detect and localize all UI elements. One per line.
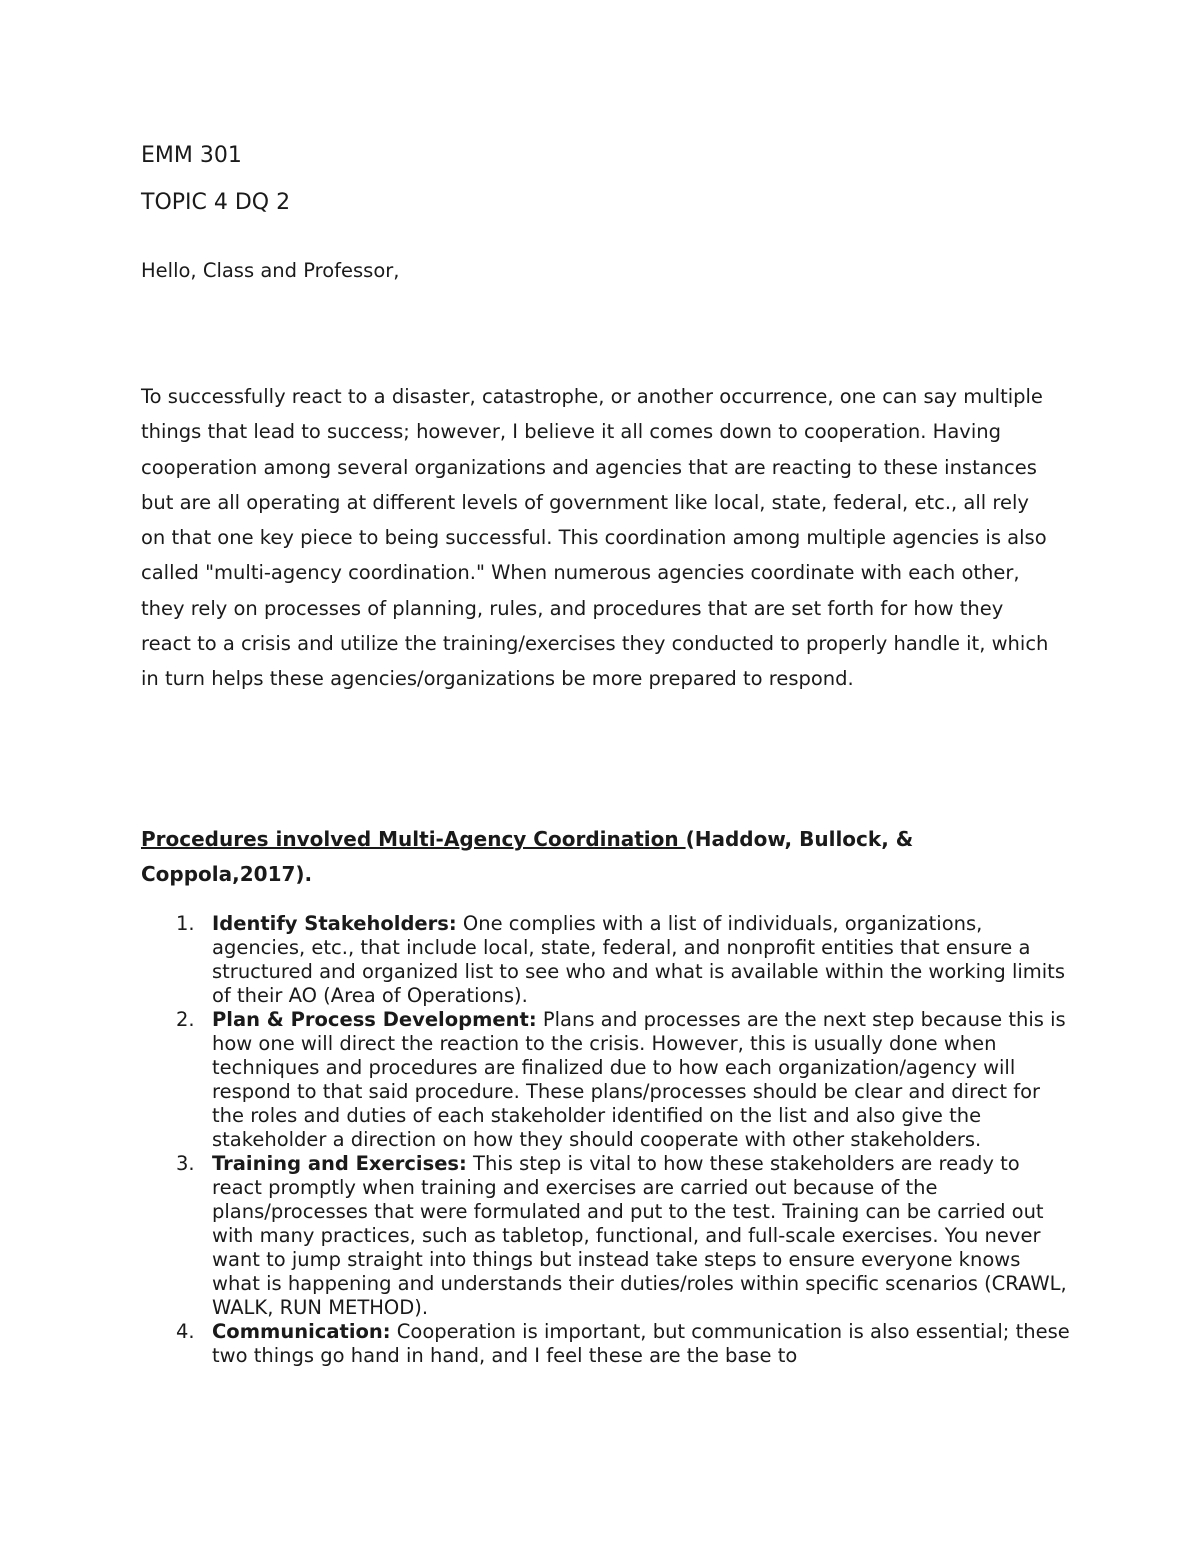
list-item	[141, 1152, 1071, 1320]
procedure-list	[141, 912, 1071, 1368]
list-item	[141, 912, 1071, 1008]
topic-title: TOPIC 4 DQ 2	[141, 190, 291, 215]
section-heading-citation: (Haddow, Bullock, & Coppola,2017).	[141, 827, 914, 886]
list-item-title: Communication:	[212, 1320, 391, 1343]
list-item-number: 2.	[176, 1008, 195, 1031]
list-item-title: Plan & Process Development:	[212, 1008, 537, 1031]
list-item-title: Training and Exercises:	[212, 1152, 467, 1175]
list-item-number: 3.	[176, 1152, 195, 1175]
list-item	[141, 1320, 1071, 1368]
intro-paragraph: To successfully react to a disaster, catastrophe, or another occurrence, one can say multiple things that lead to success; however, I believe it all comes down to cooperation. Having cooperation among several organizations and agencies that are reacting to these instances but are all operating at different levels of government like local, state, federal, etc., all rely on that one key piece to being successful. This coordination among multiple agencies is also called "multi-agency coordination." When numerous agencies coordinate with each other, they rely on processes of planning, rules, and procedures that are set forth for how they react to a crisis and utilize the training/exercises they conducted to properly handle it, which in turn helps these agencies/organizations be more prepared to respond.	[141, 385, 1049, 691]
course-title: EMM 301	[141, 143, 242, 168]
list-item-number: 4.	[176, 1320, 195, 1343]
list-item-text: This step is vital to how these stakeholders are ready to react promptly when training and exercises are carried out because of the plans/processes that were formulated and put to the test. Training can be carried out with many practices, such as tabletop, functional, and full-scale exercises. You never want to jump straight into things but instead take steps to ensure everyone knows what is happening and understands their duties/roles within specific scenarios (CRAWL, WALK, RUN METHOD).	[212, 1152, 1067, 1319]
list-item-text: Plans and processes are the next step because this is how one will direct the reaction to the crisis. However, this is usually done when techniques and procedures are finalized due to how each organization/agency will respond to that said procedure. These plans/processes should be clear and direct for the roles and duties of each stakeholder identified on the list and also give the stakeholder a direction on how they should cooperate with other stakeholders.	[212, 1008, 1066, 1151]
list-item-text: One complies with a list of individuals, organizations, agencies, etc., that include local, state, federal, and nonprofit entities that ensure a structured and organized list to see who and what is available within the working limits of their AO (Area of Operations).	[212, 912, 1065, 1007]
greeting: Hello, Class and Professor,	[141, 259, 400, 282]
section-heading-title: Procedures involved Multi-Agency Coordination	[141, 827, 686, 851]
list-item-number: 1.	[176, 912, 195, 935]
section-heading	[141, 822, 1021, 892]
list-item-text: Cooperation is important, but communication is also essential; these two things go hand in hand, and I feel these are the base to	[212, 1320, 1070, 1367]
list-item	[141, 1008, 1071, 1152]
list-item-title: Identify Stakeholders:	[212, 912, 457, 935]
